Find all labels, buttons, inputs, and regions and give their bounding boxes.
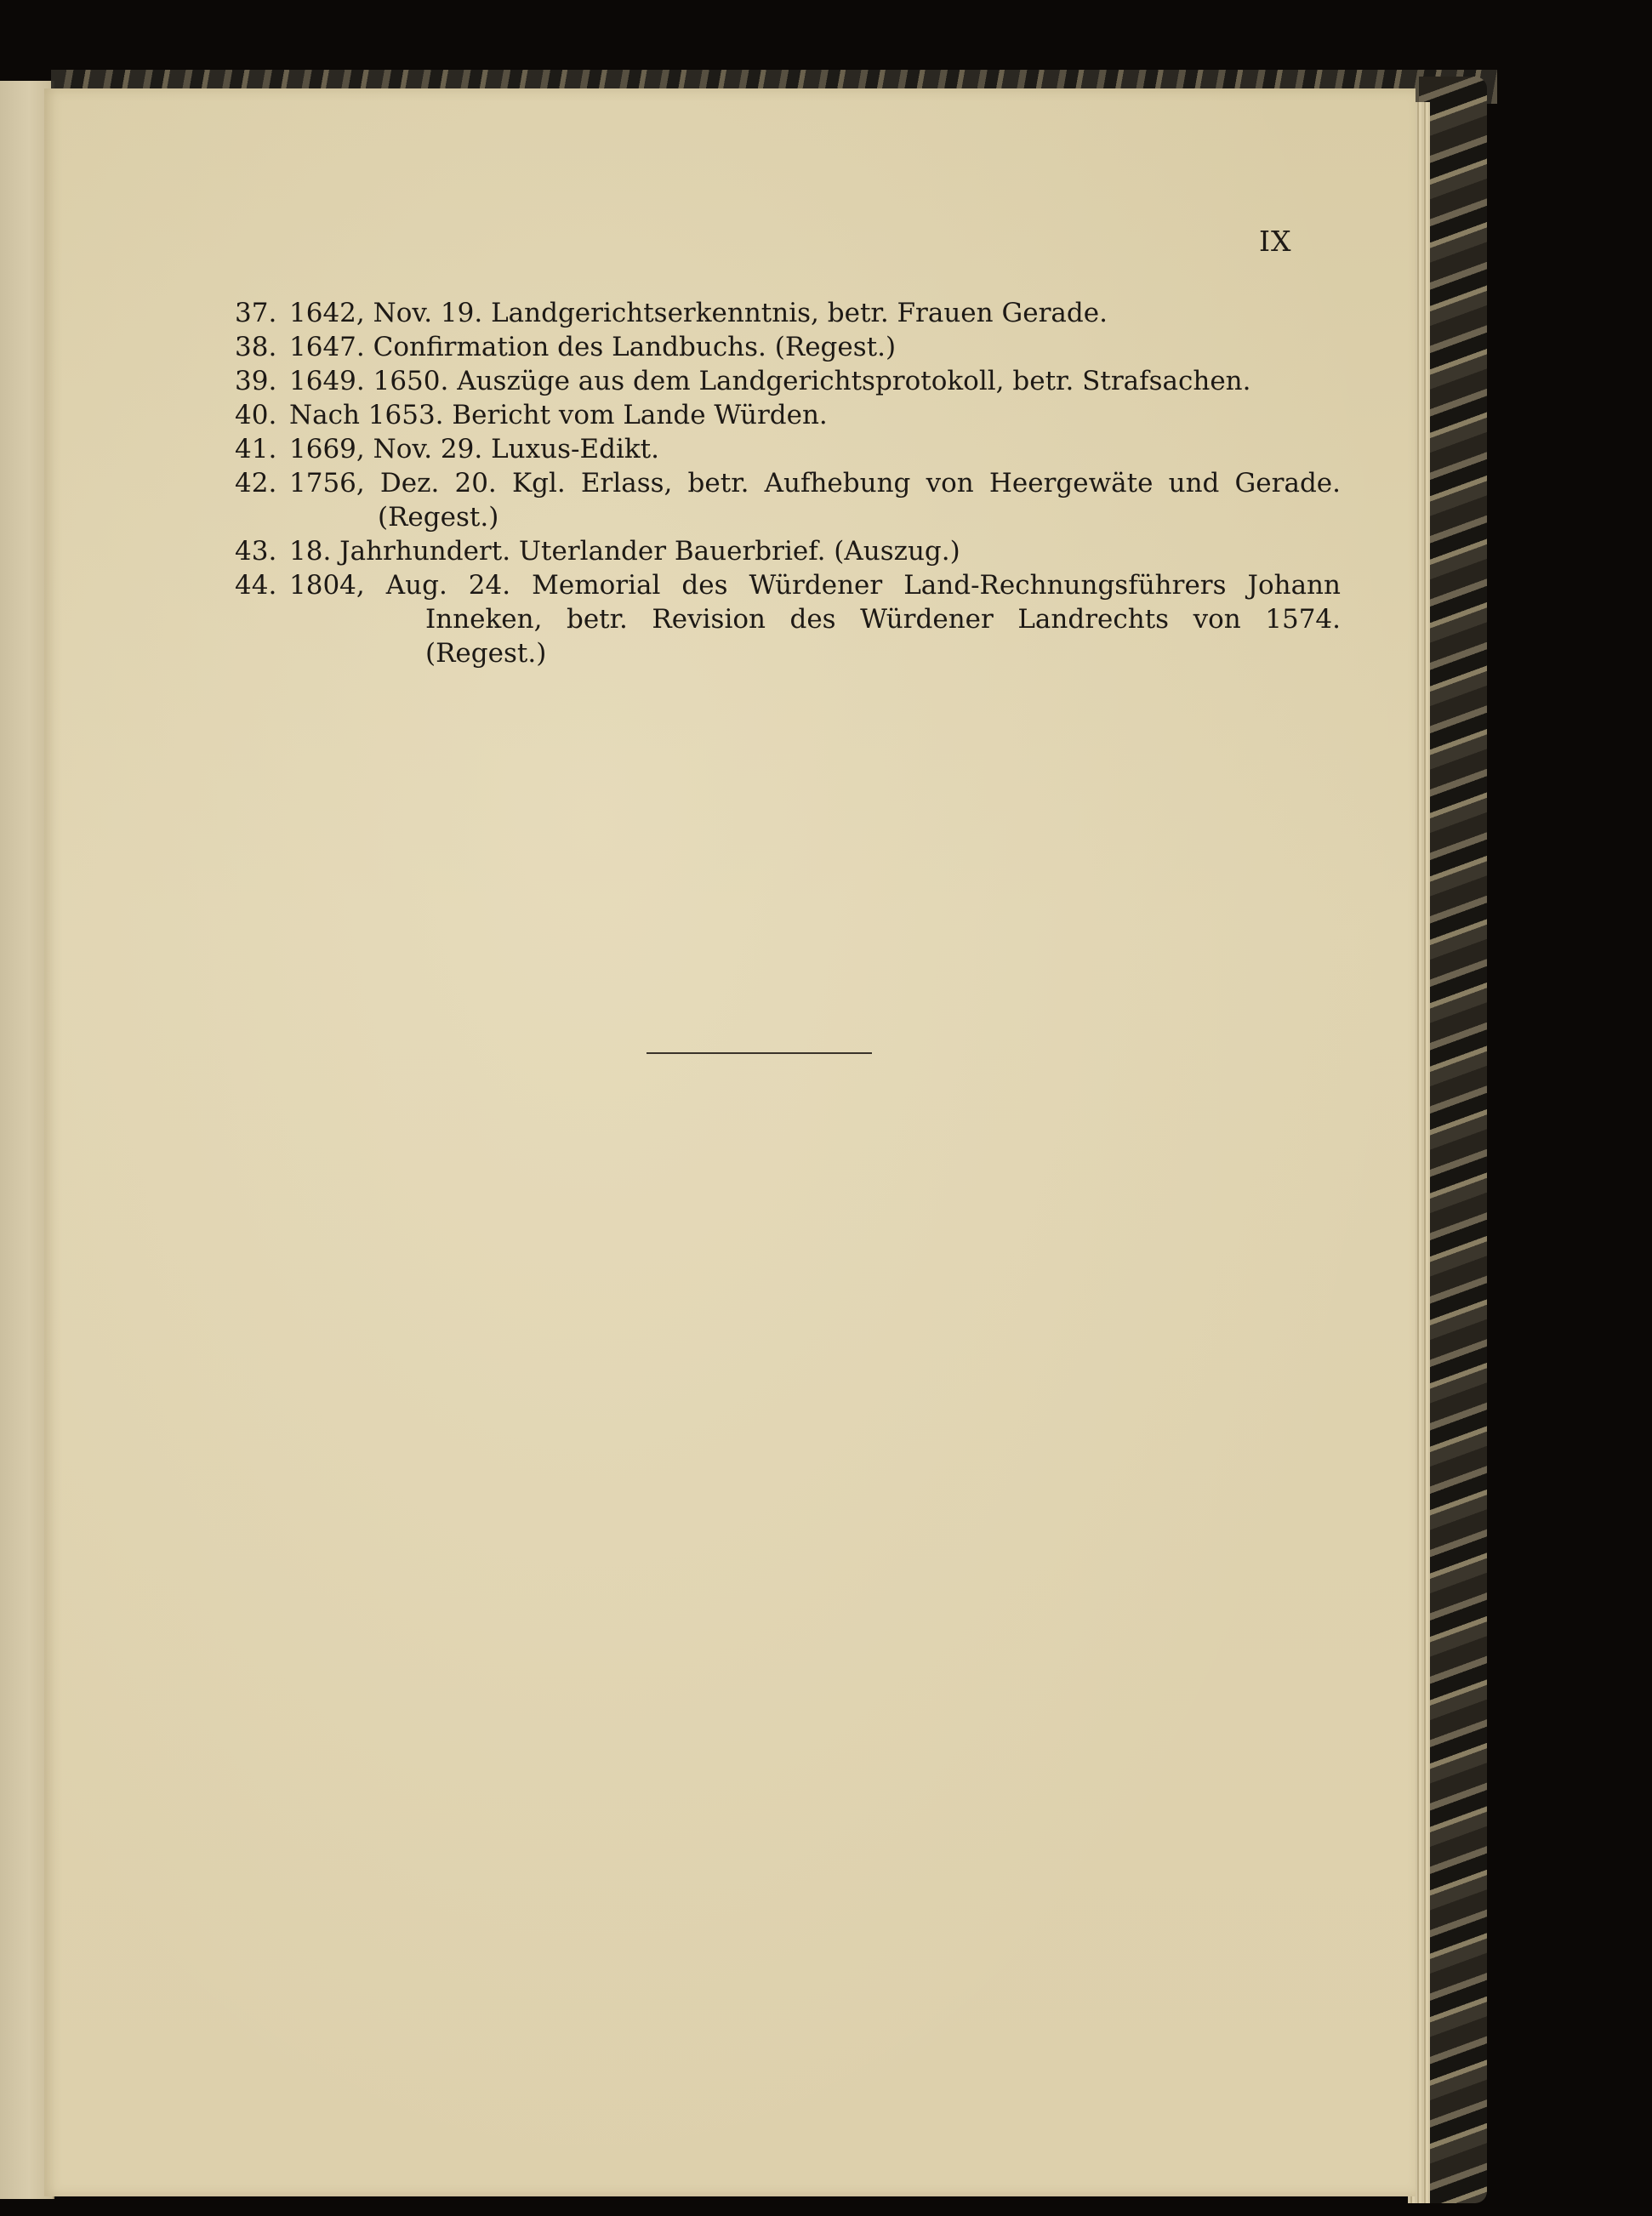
list-item [235,466,1341,534]
entry-text: 1756, Dez. 20. Kgl. Erlass, betr. Aufhebung von Heergewäte und Gerade. (Regest.) [289,468,1341,533]
list-item [235,296,1341,330]
list-item [235,330,1341,364]
list-item [235,398,1341,432]
entry-number: 39. [235,366,277,396]
list-item [235,534,1341,568]
list-item [235,432,1341,466]
list-item [235,568,1341,670]
separator-rule [647,1052,872,1054]
entry-list [235,296,1341,670]
document-page [44,88,1416,2196]
entry-text: 1642, Nov. 19. Landgerichtserkenntnis, betr. Frauen Gerade. [289,298,1108,328]
entry-number: 38. [235,332,277,362]
entry-text: 18. Jahrhundert. Uterlander Bauerbrief. (Auszug.) [289,536,960,567]
list-item [235,364,1341,398]
entry-text: 1649. 1650. Auszüge aus dem Landgerichtsprotokoll, betr. Strafsachen. [289,366,1251,396]
entry-number: 37. [235,298,277,328]
entry-number: 40. [235,400,277,430]
entry-text: 1804, Aug. 24. Memorial des Würdener Land-Rechnungsführers Johann Inneken, betr. Revision des Würdener Landrechts von 1574. (Regest.) [289,570,1341,669]
entry-text: 1669, Nov. 29. Luxus-Edikt. [289,434,659,464]
page-number: IX [1259,225,1292,258]
entry-number: 41. [235,434,277,464]
entry-text: Nach 1653. Bericht vom Lande Würden. [289,400,828,430]
entry-number: 42. [235,468,277,498]
entry-number: 44. [235,570,277,601]
entry-text: 1647. Confirmation des Landbuchs. (Regest.) [289,332,897,362]
entry-number: 43. [235,536,277,567]
